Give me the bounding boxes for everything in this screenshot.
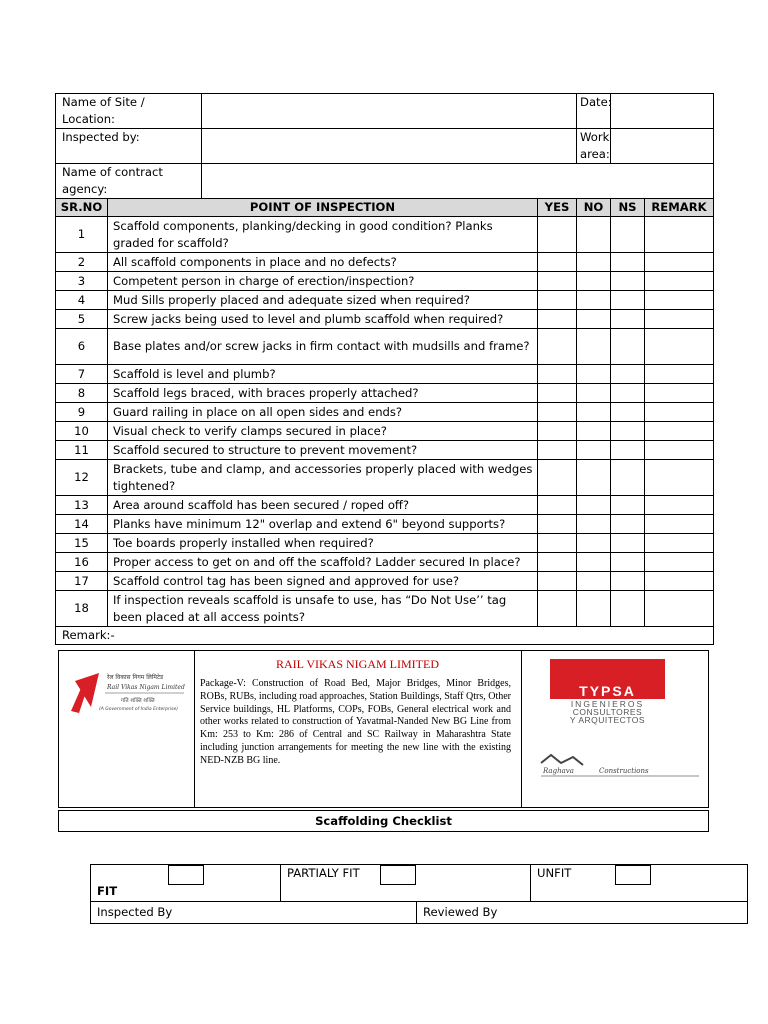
row-number: 10: [56, 422, 108, 441]
svg-text:TYPSA: TYPSA: [579, 683, 636, 699]
yes-cell[interactable]: [538, 441, 577, 460]
inspection-row: [56, 515, 714, 534]
no-cell[interactable]: [577, 310, 611, 329]
inspection-point: Planks have minimum 12" overlap and extend 6" beyond supports?: [108, 515, 538, 534]
yes-cell[interactable]: [538, 253, 577, 272]
yes-cell[interactable]: [538, 291, 577, 310]
site-label: Name of Site / Location:: [56, 94, 202, 129]
no-cell[interactable]: [577, 534, 611, 553]
inspection-row: [56, 534, 714, 553]
reviewed-by-signature[interactable]: Reviewed By: [417, 902, 748, 924]
site-value-field[interactable]: [202, 94, 577, 129]
yes-cell[interactable]: [538, 310, 577, 329]
no-cell[interactable]: [577, 591, 611, 627]
row-number: 16: [56, 553, 108, 572]
yes-cell[interactable]: [538, 384, 577, 403]
no-cell[interactable]: [577, 329, 611, 365]
remark-cell[interactable]: [645, 272, 714, 291]
svg-text:Raghava: Raghava: [543, 767, 574, 775]
ns-cell[interactable]: [611, 515, 645, 534]
no-cell[interactable]: [577, 272, 611, 291]
yes-cell[interactable]: [538, 365, 577, 384]
inspection-point: Competent person in charge of erection/inspection?: [108, 272, 538, 291]
row-number: 9: [56, 403, 108, 422]
contract-agency-field[interactable]: [202, 164, 714, 199]
partial-fit-checkbox[interactable]: [380, 865, 416, 885]
remark-cell[interactable]: [645, 422, 714, 441]
inspection-row: [56, 253, 714, 272]
remark-label[interactable]: Remark:-: [56, 627, 714, 645]
inspection-point: Screw jacks being used to level and plumb scaffold when required?: [108, 310, 538, 329]
inspection-row: [56, 403, 714, 422]
yes-cell[interactable]: [538, 591, 577, 627]
row-number: 8: [56, 384, 108, 403]
unfit-label: UNFIT: [537, 866, 572, 880]
unfit-checkbox[interactable]: [615, 865, 651, 885]
ns-cell[interactable]: [611, 272, 645, 291]
inspection-point: Scaffold components, planking/decking in good condition? Planks graded for scaffold?: [108, 217, 538, 253]
svg-text:(A Government of India Enterpr: (A Government of India Enterprise): [99, 707, 178, 712]
no-cell[interactable]: [577, 553, 611, 572]
inspection-row: [56, 496, 714, 515]
contract-agency-label: Name of contract agency:: [56, 164, 202, 199]
yes-cell[interactable]: [538, 272, 577, 291]
row-number: 15: [56, 534, 108, 553]
ns-cell[interactable]: [611, 572, 645, 591]
remark-cell[interactable]: [645, 534, 714, 553]
svg-text:गति शक्ति शक्ति: गति शक्ति शक्ति: [121, 698, 155, 704]
inspection-point: Brackets, tube and clamp, and accessories properly placed with wedges tightened?: [108, 460, 538, 496]
checklist-title: Scaffolding Checklist: [58, 810, 709, 832]
svg-text:CONSULTORES: CONSULTORES: [572, 707, 643, 717]
inspection-point: Base plates and/or screw jacks in firm contact with mudsills and frame?: [108, 329, 538, 365]
date-value-field[interactable]: [611, 94, 714, 129]
inspection-point: Scaffold legs braced, with braces properly attached?: [108, 384, 538, 403]
fit-label: FIT: [97, 884, 118, 898]
yes-cell[interactable]: [538, 460, 577, 496]
ns-cell[interactable]: [611, 310, 645, 329]
inspection-point: Scaffold secured to structure to prevent movement?: [108, 441, 538, 460]
partial-fit-label: PARTIALY FIT: [287, 866, 360, 880]
fit-checkbox[interactable]: [168, 865, 204, 885]
no-cell[interactable]: [577, 441, 611, 460]
no-cell[interactable]: [577, 365, 611, 384]
no-cell[interactable]: [577, 403, 611, 422]
row-number: 12: [56, 460, 108, 496]
ns-cell[interactable]: [611, 422, 645, 441]
ns-cell[interactable]: [611, 460, 645, 496]
remark-cell[interactable]: [645, 384, 714, 403]
col-srno-header: SR.NO: [56, 199, 108, 217]
ns-cell[interactable]: [611, 291, 645, 310]
inspection-point: Toe boards properly installed when required?: [108, 534, 538, 553]
yes-cell[interactable]: [538, 422, 577, 441]
inspection-point: Proper access to get on and off the scaffold? Ladder secured In place?: [108, 553, 538, 572]
row-number: 3: [56, 272, 108, 291]
remark-cell[interactable]: [645, 329, 714, 365]
fit-cell: [91, 865, 281, 902]
typsa-logo-cell: [521, 651, 708, 807]
inspection-row: [56, 272, 714, 291]
row-number: 7: [56, 365, 108, 384]
remark-cell[interactable]: [645, 365, 714, 384]
no-cell[interactable]: [577, 291, 611, 310]
typsa-logo: [521, 651, 708, 807]
inspection-row: [56, 291, 714, 310]
remark-cell[interactable]: [645, 403, 714, 422]
inspection-row: [56, 217, 714, 253]
svg-text:Y ARQUITECTOS: Y ARQUITECTOS: [569, 715, 646, 725]
svg-text:Constructions: Constructions: [599, 767, 649, 775]
col-ns-header: NS: [611, 199, 645, 217]
ns-cell[interactable]: [611, 591, 645, 627]
remark-cell[interactable]: [645, 441, 714, 460]
inspection-point: Area around scaffold has been secured / roped off?: [108, 496, 538, 515]
remark-cell[interactable]: [645, 460, 714, 496]
ns-cell[interactable]: [611, 496, 645, 515]
col-no-header: NO: [577, 199, 611, 217]
col-yes-header: YES: [538, 199, 577, 217]
inspection-row: [56, 384, 714, 403]
row-number: 17: [56, 572, 108, 591]
ns-cell[interactable]: [611, 403, 645, 422]
no-cell[interactable]: [577, 253, 611, 272]
fitness-status-table: [90, 864, 748, 924]
inspection-point: Scaffold control tag has been signed and approved for use?: [108, 572, 538, 591]
no-cell[interactable]: [577, 460, 611, 496]
remark-cell[interactable]: [645, 553, 714, 572]
no-cell[interactable]: [577, 496, 611, 515]
no-cell[interactable]: [577, 572, 611, 591]
no-cell[interactable]: [577, 422, 611, 441]
col-point-header: POINT OF INSPECTION: [108, 199, 538, 217]
inspection-row: [56, 460, 714, 496]
inspection-point: Visual check to verify clamps secured in place?: [108, 422, 538, 441]
yes-cell[interactable]: [538, 515, 577, 534]
remark-cell[interactable]: [645, 291, 714, 310]
row-number: 1: [56, 217, 108, 253]
inspection-row: [56, 572, 714, 591]
remark-cell[interactable]: [645, 572, 714, 591]
svg-text:रेल विकास निगम लिमिटेड: रेल विकास निगम लिमिटेड: [107, 674, 164, 681]
inspection-row: [56, 422, 714, 441]
work-area-label: Work area:: [577, 129, 611, 164]
remark-cell[interactable]: [645, 591, 714, 627]
yes-cell[interactable]: [538, 496, 577, 515]
row-number: 13: [56, 496, 108, 515]
no-cell[interactable]: [577, 384, 611, 403]
rvnl-logo: [59, 651, 195, 807]
no-cell[interactable]: [577, 515, 611, 534]
remark-cell[interactable]: [645, 253, 714, 272]
partial-fit-cell: [281, 865, 531, 902]
project-info-box: [58, 650, 709, 808]
col-remark-header: REMARK: [645, 199, 714, 217]
ns-cell[interactable]: [611, 253, 645, 272]
svg-text:Rail Vikas Nigam Limited: Rail Vikas Nigam Limited: [107, 684, 185, 691]
yes-cell[interactable]: [538, 403, 577, 422]
ns-cell[interactable]: [611, 384, 645, 403]
work-area-field[interactable]: [611, 129, 714, 164]
yes-cell[interactable]: [538, 534, 577, 553]
ns-cell[interactable]: [611, 534, 645, 553]
inspection-row: [56, 441, 714, 460]
project-description: Package-V: Construction of Road Bed, Major Bridges, Minor Bridges, ROBs, RUBs, including road approaches, Station Buildings, Staff Qtrs, Other Service buildings, HL Platforms, COPs, FOBs, General electrical work and other works related to construction of Yavatmal-Nanded New BG Line from Km: 253 to Km: 286 of Central and SC Railway in Maharashtra State including junction arrangements for meeting the new line with the existing NED-NZB BG line.: [200, 678, 511, 766]
yes-cell[interactable]: [538, 217, 577, 253]
row-number: 14: [56, 515, 108, 534]
project-description-cell: [194, 651, 522, 807]
yes-cell[interactable]: [538, 329, 577, 365]
org-title: RAIL VIKAS NIGAM LIMITED: [276, 657, 439, 671]
inspection-point: If inspection reveals scaffold is unsafe to use, has “Do Not Use’’ tag been placed at all access points?: [108, 591, 538, 627]
remark-cell[interactable]: [645, 217, 714, 253]
inspection-row: [56, 329, 714, 365]
remark-cell[interactable]: [645, 496, 714, 515]
inspected-by-field[interactable]: [202, 129, 577, 164]
ns-cell[interactable]: [611, 329, 645, 365]
row-number: 11: [56, 441, 108, 460]
svg-text:INGENIEROS: INGENIEROS: [570, 699, 645, 709]
ns-cell[interactable]: [611, 553, 645, 572]
inspection-row: [56, 553, 714, 572]
inspection-row: [56, 365, 714, 384]
inspection-point: Guard railing in place on all open sides and ends?: [108, 403, 538, 422]
inspection-row: [56, 591, 714, 627]
remark-cell[interactable]: [645, 310, 714, 329]
row-number: 5: [56, 310, 108, 329]
unfit-cell: [531, 865, 748, 902]
no-cell[interactable]: [577, 217, 611, 253]
remark-cell[interactable]: [645, 515, 714, 534]
date-label: Date:: [577, 94, 611, 129]
ns-cell[interactable]: [611, 441, 645, 460]
inspected-by-label: Inspected by:: [56, 129, 202, 164]
row-number: 6: [56, 329, 108, 365]
ns-cell[interactable]: [611, 365, 645, 384]
inspection-point: Mud Sills properly placed and adequate sized when required?: [108, 291, 538, 310]
inspected-by-signature[interactable]: Inspected By: [91, 902, 417, 924]
yes-cell[interactable]: [538, 572, 577, 591]
inspection-point: All scaffold components in place and no defects?: [108, 253, 538, 272]
row-number: 18: [56, 591, 108, 627]
inspection-point: Scaffold is level and plumb?: [108, 365, 538, 384]
yes-cell[interactable]: [538, 553, 577, 572]
ns-cell[interactable]: [611, 217, 645, 253]
row-number: 4: [56, 291, 108, 310]
row-number: 2: [56, 253, 108, 272]
inspection-row: [56, 310, 714, 329]
inspection-table: [55, 93, 714, 645]
